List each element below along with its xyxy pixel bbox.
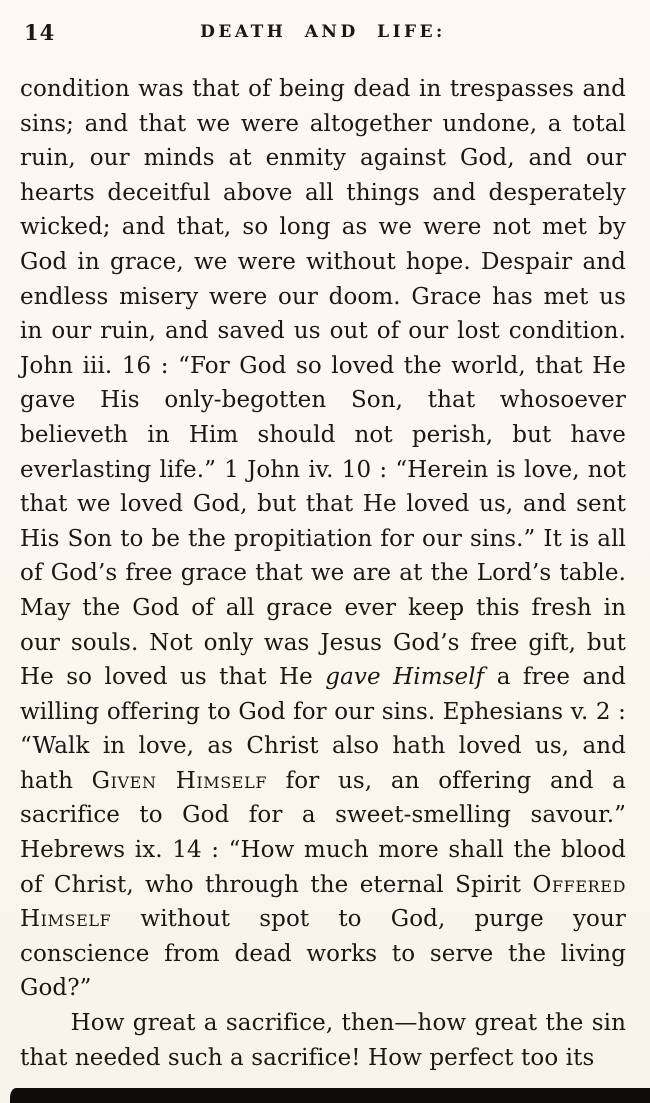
page-header (20, 14, 626, 58)
text-run: without spot to God, purge your conscience from dead works to serve the living God?” (20, 906, 626, 1002)
italic-phrase: gave Himself (325, 664, 485, 691)
text-run: a free and willing offering to God for our sins. Ephesians v. 2 : “Walk in love, as Christ also hath loved us, and hath (20, 664, 626, 794)
page-bottom-rule (10, 1088, 650, 1103)
smallcaps-phrase-given-himself: Given Himself (91, 767, 268, 794)
smallcaps-phrase-offered-himself: Offered Himself (20, 871, 626, 933)
paragraph (20, 72, 626, 1006)
paragraph: How great a sacrifice, then—how great the sin that needed such a sacrifice! How perfect too its (20, 1010, 626, 1071)
text-run: condition was that of being dead in trespasses and sins; and that we were altogether undone, a total ruin, our minds at enmity against God, and our hearts deceitful above all things and desperately wicked; and that, so long as we were not met by God in grace, we were without hope. Despair and endless misery were our doom. Grace has met us in our ruin, and saved us out of our lost condition. John iii. 16 : “For God so loved the world, that He gave His only-begotten Son, that whosoever believeth in Him should not perish, but have everlasting life.” 1 John iv. 10 : “Herein is love, not that we loved God, but that He loved us, and sent His Son to be the propitiation for our sins.” It is all of God’s free grace that we are at the Lord’s table. May the God of all grace ever keep this fresh in our souls. Not only was Jesus God’s free gift, but He so loved us that He (20, 76, 626, 691)
page-body (20, 72, 626, 1075)
page-number: 14 (24, 20, 56, 45)
text-run: for us, an offering and a sacrifice to God for a sweet-smelling savour.” Hebrews ix. 14 : “How much more shall the blood of Christ, who through the eternal Spirit (20, 767, 626, 898)
running-title: DEATH AND LIFE: (200, 22, 446, 42)
